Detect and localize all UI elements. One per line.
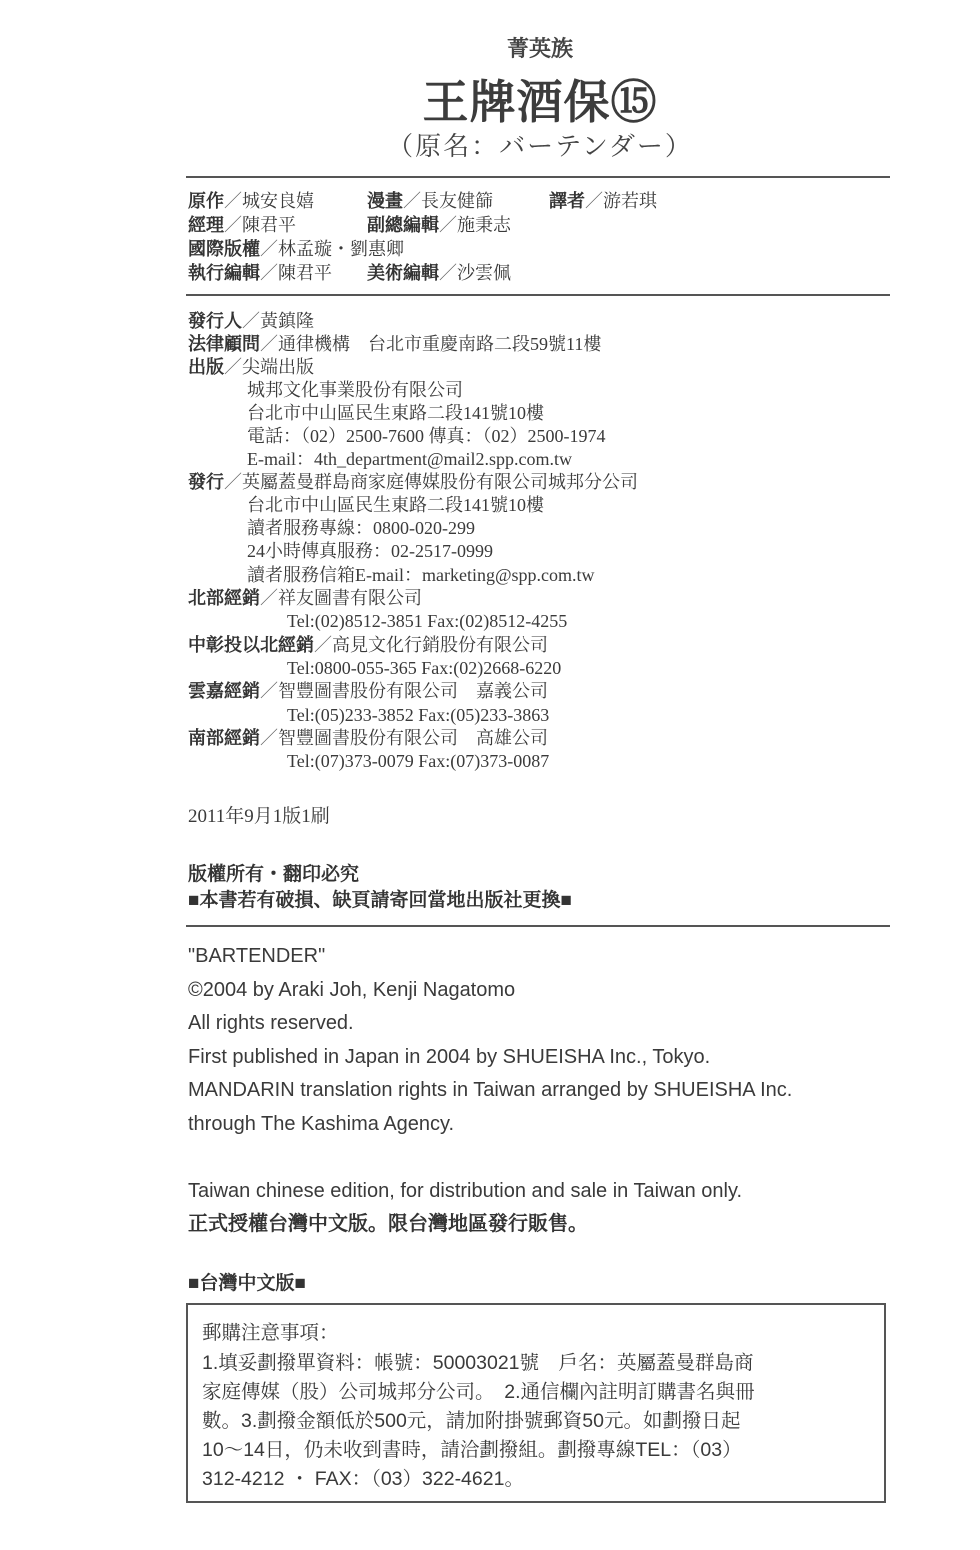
rights-notice: 版權所有・翻印必究 [188, 864, 360, 885]
distribution-line: 24小時傳真服務：02-2517-0999 [247, 541, 493, 561]
distributor [188, 634, 548, 657]
divider [186, 925, 890, 927]
credit-label: 譯者 [549, 191, 585, 211]
separator: ／ [224, 357, 242, 377]
separator: ／ [260, 728, 278, 748]
distributor-contact: Tel:(02)8512-3851 Fax:(02)8512-4255 [287, 611, 568, 631]
edition-info: 2011年9月1版1刷 [188, 806, 330, 827]
credit-value: 陳君平 [242, 215, 296, 235]
credit-value: 游若琪 [603, 191, 657, 211]
agency: through The Kashima Agency. [188, 1113, 455, 1135]
legal-advisor [188, 333, 601, 356]
distributor-contact: Tel:0800-055-365 Fax:(02)2668-6220 [287, 658, 562, 678]
mail-order-line: 數。3.劃撥金額低於500元，請加附掛號郵資50元。如劃撥日起 [202, 1410, 741, 1432]
series-name: 菁英族 [506, 36, 573, 61]
damage-notice: ■本書若有破損、缺頁請寄回當地出版社更換■ [188, 890, 572, 911]
publishing-email: E-mail：4th_department@mail2.spp.com.tw [247, 449, 573, 469]
edition-note-en: Taiwan chinese edition, for distribution and sale in Taiwan only. [188, 1180, 743, 1202]
mail-order-line: 312-4212 ・ FAX：（03）322-4621。 [202, 1468, 524, 1490]
copyright-line: ©2004 by Araki Joh, Kenji Nagatomo [188, 979, 516, 1001]
credit-label: 執行編輯 [188, 263, 260, 283]
credit-row [367, 214, 511, 237]
credit-value: 城安良嬉 [242, 191, 314, 211]
credit-value: 陳君平 [278, 263, 332, 283]
distributor [188, 587, 422, 610]
credit-row [367, 262, 511, 285]
label: 發行人 [188, 311, 242, 331]
credit-label: 原作 [188, 191, 224, 211]
credit-label: 漫畫 [367, 191, 403, 211]
rights-reserved: All rights reserved. [188, 1012, 354, 1034]
separator: ／ [314, 635, 332, 655]
separator: ／ [242, 311, 260, 331]
value: 黃鎮隆 [260, 311, 314, 331]
value: 智豐圖書股份有限公司 高雄公司 [278, 728, 548, 748]
separator: ／ [224, 215, 242, 235]
separator: ／ [260, 239, 278, 259]
separator: ／ [224, 191, 242, 211]
publishing-line: 電話：（02）2500-7600 傳真：（02）2500-1974 [247, 426, 606, 446]
translation-rights: MANDARIN translation rights in Taiwan arranged by SHUEISHA Inc. [188, 1079, 793, 1101]
separator: ／ [260, 588, 278, 608]
publisher-person [188, 310, 314, 333]
distributor [188, 680, 548, 703]
distributor-contact: Tel:(05)233-3852 Fax:(05)233-3863 [287, 705, 550, 725]
label: 發行 [188, 472, 224, 492]
first-published: First published in Japan in 2004 by SHUEISHA Inc., Tokyo. [188, 1046, 711, 1068]
credit-value: 施秉志 [457, 215, 511, 235]
book-title: 王牌酒保⑮ [422, 76, 658, 128]
distribution-email: 讀者服務信箱E-mail：marketing@spp.com.tw [247, 565, 595, 585]
separator: ／ [260, 334, 278, 354]
original-title-en: "BARTENDER" [188, 945, 326, 967]
credit-row [367, 190, 493, 213]
value: 高見文化行銷股份有限公司 [332, 635, 548, 655]
credit-row [188, 214, 296, 237]
distributor [188, 727, 548, 750]
credit-row [188, 238, 404, 261]
credit-value: 林孟璇・劉惠卿 [278, 239, 404, 259]
distribution [188, 471, 638, 494]
taiwan-edition-label: ■台灣中文版■ [188, 1273, 306, 1294]
credit-label: 國際版權 [188, 239, 260, 259]
publishing-line: 城邦文化事業股份有限公司 [247, 380, 463, 400]
credit-label: 美術編輯 [367, 263, 439, 283]
label: 雲嘉經銷 [188, 681, 260, 701]
publishing-line: 台北市中山區民生東路二段141號10樓 [247, 403, 544, 423]
separator: ／ [439, 263, 457, 283]
edition-note-zh: 正式授權台灣中文版。限台灣地區發行販售。 [188, 1213, 588, 1235]
label: 北部經銷 [188, 588, 260, 608]
label: 法律顧問 [188, 334, 260, 354]
label: 南部經銷 [188, 728, 260, 748]
divider [186, 176, 890, 178]
value: 英屬蓋曼群島商家庭傳媒股份有限公司城邦分公司 [242, 472, 638, 492]
divider [186, 294, 890, 296]
separator: ／ [224, 472, 242, 492]
value: 尖端出版 [242, 357, 314, 377]
separator: ／ [403, 191, 421, 211]
credit-value: 沙雲佩 [457, 263, 511, 283]
credit-row [549, 190, 657, 213]
credit-row [188, 262, 332, 285]
publishing-house [188, 356, 314, 379]
credit-row [188, 190, 314, 213]
value: 通律機構 台北市重慶南路二段59號11樓 [278, 334, 602, 354]
separator: ／ [260, 681, 278, 701]
distribution-line: 讀者服務專線：0800-020-299 [247, 518, 475, 538]
distribution-line: 台北市中山區民生東路二段141號10樓 [247, 495, 544, 515]
label: 中彰投以北經銷 [188, 635, 314, 655]
original-title: （原名：バーテンダー） [387, 131, 693, 161]
separator: ／ [260, 263, 278, 283]
mail-order-line: 10～14日，仍未收到書時，請洽劃撥組。劃撥專線TEL：（03） [202, 1439, 742, 1461]
separator: ／ [585, 191, 603, 211]
credit-label: 副總編輯 [367, 215, 439, 235]
mail-order-line: 家庭傳媒（股）公司城邦分公司。 2.通信欄內註明訂購書名與冊 [202, 1381, 755, 1403]
credit-value: 長友健篩 [421, 191, 493, 211]
label: 出版 [188, 357, 224, 377]
value: 祥友圖書有限公司 [278, 588, 422, 608]
separator: ／ [439, 215, 457, 235]
value: 智豐圖書股份有限公司 嘉義公司 [278, 681, 548, 701]
distributor-contact: Tel:(07)373-0079 Fax:(07)373-0087 [287, 751, 550, 771]
mail-order-line: 1.填妥劃撥單資料：帳號：50003021號 戶名：英屬蓋曼群島商 [202, 1352, 754, 1374]
mail-order-heading: 郵購注意事項： [202, 1322, 339, 1344]
mail-order-box [186, 1303, 886, 1503]
credit-label: 經理 [188, 215, 224, 235]
